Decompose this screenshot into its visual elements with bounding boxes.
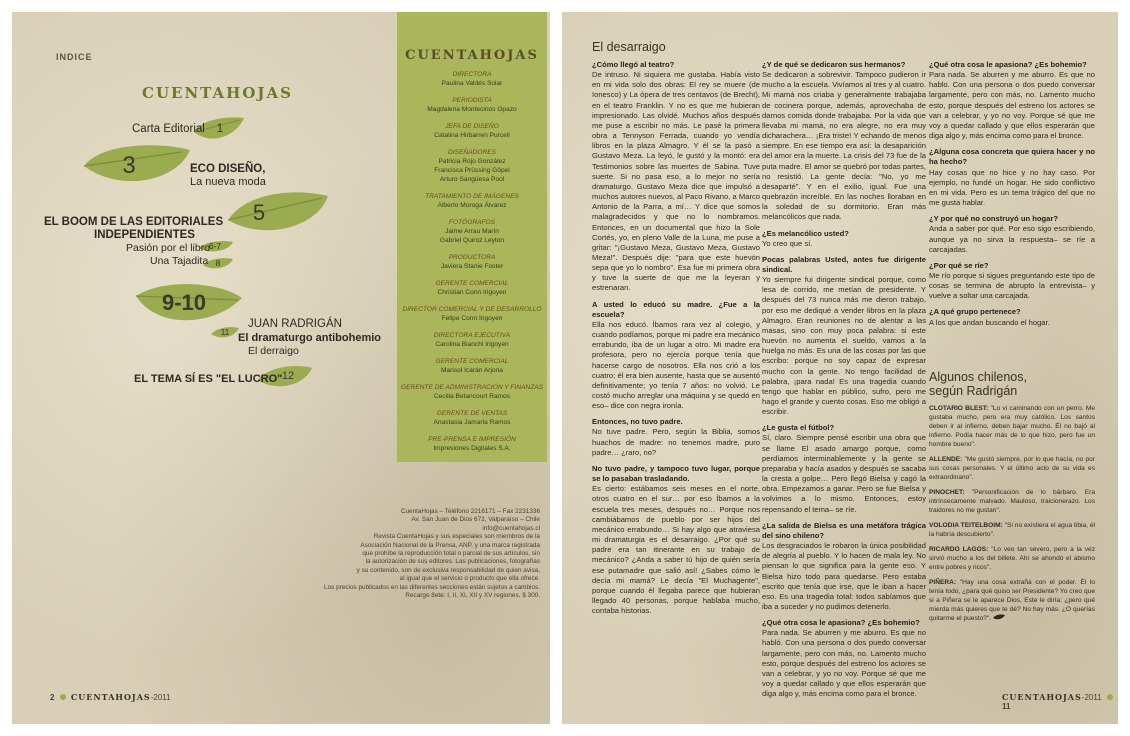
toc-num: 9-10 xyxy=(161,290,207,315)
toc-num: 6-7 xyxy=(208,241,222,251)
qa-block: A usted lo educó su madre. ¿Fue a la escuela? Ella nos educó. Íbamos rara vez al colegio, y cuando podíamos, porque mi padre era mecánico errabundo, iba de un lugar a otro. Mi madre era profesora, pero no ejercía porque tenía que hacerse cargo de nosotros. Ella nos crió a los cuatro; él era bien ausente, hasta que se ausentó definitivamente; yo tenía 7 años: no volvió. Le costó mucho arreglar una máquina y se quedó en eso– dice con negra ironía. xyxy=(592,299,760,411)
leaf-icon xyxy=(226,190,330,236)
qa-block: ¿Alguna cosa concreta que quiera hacer y no ha hecho? Hay cosas que no hice y no hay caso. Por ejemplo, no fundé un hogar. He sido conflictivo en mi vida. Pero es un tema trágico del que no me gusta hablar. xyxy=(929,147,1095,208)
quote-item: CLOTARIO BLEST: "Lo vi caminando con un perro. Me gustaba mucho, pero era muy católico. Los santos deben ir al infierno, deben bajar mucho. Él no bajó al infierno. Podía hacer más de lo que hizo, pero fue un hombre bueno". xyxy=(929,405,1095,448)
staff-entry: GERENTE COMERCIAL Christian Conn Irigoyen xyxy=(435,280,509,296)
staff-entry: PRE-PRENSA E IMPRESIÓN Impresiones Digitales S.A. xyxy=(428,436,516,452)
toc-entry[interactable]: EL TEMA SÍ ES "EL LUCRO" xyxy=(134,373,283,385)
staff-entry: GERENTE DE VENTAS Anastasia Jamarla Ramos xyxy=(433,410,511,426)
staff-entry: PRODUCTORA Javiera Stanie Foster xyxy=(440,254,504,270)
toc-num: 12 xyxy=(281,370,295,382)
qa-block: ¿Y por qué no construyó un hogar? Anda a saber por qué. Por eso sigo escribiendo, aunque ya no sirva la respuesta– se ríe a carcajadas. xyxy=(929,214,1095,254)
qa-block: Pocas palabras Usted, antes fue dirigente sindical. Yo siempre fui dirigente sindical porque, como lesa de corrido, me metían de presidente. Y después del 73 nunca más me dieron trabajo, por eso me dediqué a vender libros en la plaza Almagro. Eran reuniones no de alentar a las masas, sino con muy poca palabra: si este huevón no aumenta el sueldo, vamos a la huelga no más. Es una de las cosas por las que escribo: porque no soy capaz de expresar mucho con la gente. No tengo facilidad de palabra, ¡para nada! Es una tragedia cuando tengo que hablar en público, sufro, pero me hago el grande y cuento cosas. Eso me obligó a escribir. xyxy=(762,254,926,417)
quotes-box xyxy=(929,370,1095,623)
section-label: INDICE xyxy=(56,52,93,62)
qa-block: ¿A qué grupo pertenece? A los que andan buscando el hogar. xyxy=(929,307,1050,327)
article-column-1 xyxy=(592,60,760,622)
qa-block: ¿Qué otra cosa le apasiona? ¿Es bohemio? Para nada. Se aburren y me aburro. Es que no hablo. Con una persona o dos puedo conversar largamente, pero con más, no. Lamento mucho esto, porque después del estreno los actores se van a celebrar, y yo no voy. Porque sé que me voy a quedar callado y que ellos esperarán que diga algo y, más encima como para el bronce. xyxy=(929,60,1095,141)
staff-entry: DISEÑADORES Patricia Rojo González Francisca Prüssing Göpel Arturo Sangüesa Pool xyxy=(434,149,510,183)
quote-item: PINOCHET: "Personificación de lo bárbaro. Era intrínsecamente malvado. Mauloso, traicionerazo. Los traidores no me gustan". xyxy=(929,489,1095,514)
staff-entry: FOTÓGRAFOS Jaime Arrau Marín Gabriel Quiroz Leyton xyxy=(439,219,505,244)
qa-block: ¿Le gusta el fútbol? Sí, claro. Siempre pensé escribir una obra que se llame El asado amargo porque, como perdíamos interminablemente y la gente se preparaba y hacía asados y después se sacaba la cresta a golpe… Pero llegó Bielsa y cagó la obra. Empezamos a ganar. Pero se fue Bielsa y volvimos a lo mismo. Entonces, estoy repensando el tema– se ríe. xyxy=(762,423,926,514)
toc-entry-sub: La nueva moda xyxy=(190,176,266,188)
left-page xyxy=(12,12,550,724)
right-page xyxy=(562,12,1118,724)
toc-entry[interactable]: Una Tajadita xyxy=(150,255,209,267)
toc-num: 3 xyxy=(122,152,136,179)
toc-entry[interactable]: Pasión por el libro xyxy=(126,242,211,254)
toc-entry[interactable]: Carta Editorial xyxy=(132,123,205,135)
qa-block: ¿Cómo llegó al teatro? De intruso. Ni siquiera me gustaba. Había visto en mi vida solo dos obras: El rey se muere (de Ionesco) y La ópera de tres centavos (de Brecht), en el teatro Franklin. Y no es que me hubieran impresionado. Las olvidé. Muchos años después me puse a escribir no más. Le pasé la primera obra a Tennyson Ferrada, cuando yo vendía libros en la plaza Almagro. Y él se la pasó a Gustavo Meza. La leyó, le gustó y la montó: era Testimonios sobre las muertes de Sabina. Tuve suerte. Si no pasa eso, a lo mejor no sería dramaturgo. Gustavo Meza dice que impulsó a muchos autores nuevos, al Paco Rivano, a Marco Antonio de la Parra, a mí… Y dice que somos malagradecidos y que no lo nombramos. Entonces, en un documental que hizo la Sole Cortés, yo, en pleno Valle de la Luna, me puse a gritar: "¡Gustavo Meza, Gustavo Meza, Gustavo Meza!". Después dije: "para que este huevón sepa que yo lo nombro". Esa fue mi primera obra y tuve la suerte de que me la leyeran y estrenaran. xyxy=(592,60,760,293)
qa-block: No tuvo padre, y tampoco tuvo lugar, porque se lo pasaban trasladando. Es cierto: estábamos seis meses en el norte, otros cuatro en el sur… por eso Íbamos a la escuela tres meses, después no… Porque nos cambiábamos de pueblo por ser hijos del mecánico errabundo… Si hay algo que atraviesa mi dramaturgia es el desarraigo. ¿Por qué su padre era tan itinerante en su trabajo de mecánico? ¿Anda a saber tú hijo de quién sería ese putamadre que salió así! ¿Sabes cómo le decía mi mamá? Le decía "El Muchagente", porque cuando él llegaba parece que hubieran llegado 40 personas, porque hablaba mucho, contaba historias. xyxy=(592,463,760,616)
quotes-heading: Algunos chilenos, xyxy=(929,370,1027,384)
end-leaf-icon xyxy=(993,614,1005,620)
qa-block: Entonces, no tuvo padre. No tuve padre. Pero, según la Biblia, somos huachos de madre: no tenemos madre, puro padre… ¿raro, no? xyxy=(592,417,760,457)
colophon: CuentaHojas – Teléfono 2216171 – Fax 2231336 Av. San Juan de Dios 672, Valparaíso – Chile info@cuentahojas.cl Revista CuentaHojas y sus especiales son miembros de la Asociación Nacional de la Prensa, ANP, y una marca registrada que prohíbe la reproducción total o parcial de sus artículos, sin la autorización de sus editores. Las publicaciones, fotografías y su contenido, son de exclusiva responsabilidad de quien avisa, al igual que el servicio o producto que ella ofrece. Los precios publicados en las diferentes secciones están sujetos a cambios. Recargo 8ete: I, II, XI, XII y XV regiones, $ 300. xyxy=(324,508,540,600)
staff-box xyxy=(397,12,547,462)
staff-brand: CUENTAHOJAS xyxy=(405,48,539,63)
toc-entry[interactable]: EL BOOM DE LAS EDITORIALES xyxy=(44,216,224,228)
staff-entry: GERENTE DE ADMINISTRACIÓN Y FINANZAS Cecilia Betancourt Ramos xyxy=(400,384,544,400)
bullet-icon xyxy=(60,694,66,700)
page-footer: CUENTAHOJAS-2011 11 xyxy=(1002,692,1118,711)
quotes-heading-2: según Radrigán xyxy=(929,384,1018,398)
toc-entry-line2: El dramaturgo antibohemio xyxy=(238,332,382,344)
qa-block: ¿Qué otra cosa le apasiona? ¿Es bohemio? Para nada. Se aburren y me aburro. Es que no habló. Con una persona o dos puedo conversar largamente, pero con más, no. Lamento mucho esto, porque después del estreno los actores se van a celebrar, y yo no voy. Porque sé que me voy a quedar callado y que ellos esperarán que diga algo y, más encima como para el bronce. xyxy=(762,618,926,699)
staff-entry: TRATAMIENTO DE IMÁGENES Alberto Moroga Álvarez xyxy=(425,193,519,209)
toc-brand: CUENTAHOJAS xyxy=(142,84,293,102)
qa-block: ¿Por qué se ríe? Me río porque si sigues preguntando este tipo de cosas se termina de abrupto la entrevista– y vuelve a soltar una carcajada. xyxy=(929,260,1095,301)
qa-block: ¿Es melancólico usted? Yo creo que sí. xyxy=(762,228,849,248)
page-number: 2 xyxy=(50,693,55,702)
staff-entry: GERENTE COMERCIAL Marisol Icarán Arjona xyxy=(435,358,509,374)
bullet-icon xyxy=(1107,694,1113,700)
page-footer: 2 CUENTAHOJAS-2011 xyxy=(50,692,171,702)
qa-block: ¿La salida de Bielsa es una metáfora trágica del sino chileno? Los desgraciados le robaron la única posibilidad de alegría al pueblo. Y lo hacen de mala ley. No piensan lo que significa para la gente eso. Y Bielsa hizo todo para quedarse. Pero estaba escrito que tenía que irse, que le iban a hacer eso. Es una tragedia total: todos sabíamos que iba a suceder y no pudimos detenerlo. xyxy=(762,520,926,611)
article-column-2 xyxy=(762,60,926,705)
staff-entry: DIRECTOR COMERCIAL Y DE DESARROLLO Felipe Conn Irigoyen xyxy=(402,306,542,322)
toc-entry[interactable]: El derraigo xyxy=(248,345,299,357)
article-column-3 xyxy=(929,60,1095,334)
toc-num: 1 xyxy=(216,121,224,135)
quote-item: ALLENDE: "Me gustó siempre, por lo que hacía, no por sus cosas personales. Y el último acto de su vida es extraordinario". xyxy=(929,456,1095,481)
toc-entry[interactable]: JUAN RADRIGÁN xyxy=(248,318,342,330)
quote-item: RICARDO LAGOS: "Lo veo tan severo, pero a la vez sirvió mucho a los del billete. Ahí se ahondó el abismo entre pobres y ricos". xyxy=(929,546,1095,571)
toc-entry-line2: INDEPENDIENTES xyxy=(94,229,195,241)
page-number: 11 xyxy=(1002,702,1011,711)
article-heading: El desarraigo xyxy=(592,40,666,54)
toc-num: 8 xyxy=(215,258,221,268)
toc-entry[interactable]: ECO DISEÑO, xyxy=(190,163,266,175)
staff-entry: PERIODISTA Magdalena Montecinos Opazo xyxy=(427,97,517,113)
toc-num: 5 xyxy=(252,200,266,225)
quote-item: VOLODIA TEITELBOIM: "Si no existiera el agua tibia, él la habría descubierto". xyxy=(929,522,1095,538)
staff-entry: DIRECTORA EJECUTIVA Carolina Bianchi Irigoyen xyxy=(433,332,511,348)
staff-entry: DIRECTORA Paulina Valdés Solar xyxy=(441,71,503,87)
quote-item: PIÑERA: "Hay una cosa extraña con el poder. Él lo tenía todo, ¿para qué quiso ser Presidente? Yo creo que si a Piñera se le aparece Dios, Este le diría: ¿pero qué mierda más quieres que te dé? No hay más. ¿O querías quitarme el puesto?". xyxy=(929,579,1095,622)
staff-entry: JEFA DE DISEÑO Catalina Hirbarren Purcell xyxy=(434,123,510,139)
qa-block: ¿Y de qué se dedicaron sus hermanos? Se dedicaron a sobrevivir. Tampoco pudieron ir mucho a la escuela. Vivíamos al tres y al cuatro. Mi mamá nos criaba y generalmente trabajaba de cocinera porque, además, aprovechaba de darnos comida donde trabajaba. Por la vida que llevaba mi mamá, no era alegre, no era muy dicharachera… ¡Era triste! Y echando de menos siempre. En ese tiempo era así: la desaparición del amor era la muerte. La crisis del 73 fue de la puta madre. El amor se quebró por todas partes, no resistió. La gente decía: "No, yo me desaparté". Y en el exilio, igual. Fue una quebrazón increíble. En las noches lloraban en la soledad de su dormitorio. Eran más melancólicos que nada. xyxy=(762,60,926,222)
toc-num: 11 xyxy=(220,327,230,337)
